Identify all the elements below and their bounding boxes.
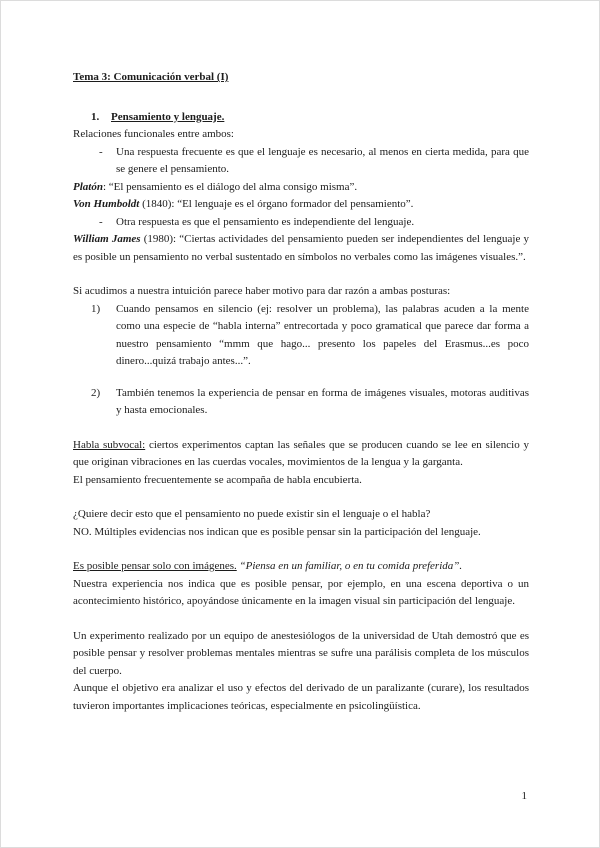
- paragraph-relaciones: Relaciones funcionales entre ambos:: [73, 128, 234, 140]
- page-number: 1: [521, 789, 527, 802]
- paragraph-imagenes: [73, 558, 529, 576]
- paragraph-intuicion: Si acudimos a nuestra intuición parece haber motivo para dar razón a ambas posturas:: [73, 285, 451, 297]
- habla-subvocal-label: Habla subvocal:: [73, 438, 146, 451]
- page-title: Tema 3: Comunicación verbal (I): [73, 71, 229, 83]
- paragraph-habla-subvocal: [73, 437, 529, 472]
- quote-author: William James: [73, 233, 141, 245]
- quote-william-james: [73, 231, 529, 266]
- numbered-marker: 1): [91, 302, 101, 315]
- paragraph-experiencia: Nuestra experiencia nos indica que es posible pensar, por ejemplo, en una escena deportiva o un acontecimiento histórico, apoyándose únicamente en la imagen visual sin participación del lenguaje.: [73, 577, 529, 607]
- paragraph-curare: Aunque el objetivo era analizar el uso y efectos del derivado de un paralizante (curare), los resultados tuvieron importantes implicaciones teóricas, especialmente en psicolingüística.: [73, 682, 529, 712]
- section-number: 1.: [91, 110, 100, 123]
- quote-platon: [73, 179, 529, 197]
- section-heading: [73, 109, 529, 127]
- numbered-text: También tenemos la experiencia de pensar en forma de imágenes visuales, motoras auditivas y hasta emocionales.: [116, 386, 529, 416]
- bullet-item-2: [73, 214, 529, 232]
- quote-author: Von Humboldt: [73, 198, 140, 210]
- quote-text: (1980): “Ciertas actividades del pensamiento pueden ser independientes del lenguaje y es posible un pensamiento no verbal sustentado en símbolos no verbales como las imágenes visuales.”.: [73, 233, 530, 263]
- bullet-marker: -: [99, 145, 103, 158]
- paragraph-question: ¿Quiere decir esto que el pensamiento no puede existir sin el lenguaje o el habla?: [73, 508, 431, 520]
- section-title: Pensamiento y lenguaje.: [111, 110, 225, 123]
- numbered-text: Cuando pensamos en silencio (ej: resolver un problema), las palabras acuden a la mente como una especie de “habla interna” entrecortada y poco gramatical que parece dar forma a nuestro pensamiento “mmm que hago... presento los papeles del Erasmus...es poco dinero...quizá trabajo antes...”.: [116, 302, 529, 367]
- quote-author: Platón: [73, 180, 103, 193]
- quote-von-humboldt: [73, 196, 529, 214]
- imagenes-label: Es posible pensar solo con imágenes.: [73, 560, 237, 572]
- numbered-item-2: [73, 385, 529, 420]
- paragraph-answer: NO. Múltiples evidencias nos indican que es posible pensar sin la participación del lenguaje.: [73, 525, 481, 538]
- numbered-marker: 2): [91, 386, 101, 399]
- paragraph-habla-encubierta: El pensamiento frecuentemente se acompaña de habla encubierta.: [73, 473, 362, 486]
- imagenes-quote: “Piensa en un familiar, o en tu comida preferida”.: [236, 560, 463, 572]
- numbered-item-1: [73, 301, 529, 371]
- bullet-item-1: [73, 144, 529, 179]
- bullet-marker: -: [99, 215, 103, 228]
- bullet-text: Una respuesta frecuente es que el lenguaje es necesario, al menos en cierta medida, para que se genere el pensamiento.: [116, 145, 529, 175]
- quote-text: : “El pensamiento es el diálogo del alma consigo misma”.: [102, 180, 358, 193]
- quote-text: (1840): “El lenguaje es el órgano formador del pensamiento”.: [139, 198, 414, 210]
- bullet-text: Otra respuesta es que el pensamiento es independiente del lenguaje.: [116, 215, 415, 228]
- habla-subvocal-text: ciertos experimentos captan las señales que se producen cuando se lee en silencio y que originan vibraciones en las cuerdas vocales, movimientos de la lengua y la garganta.: [73, 438, 529, 468]
- paragraph-experimento-utah: Un experimento realizado por un equipo de anestesiólogos de la universidad de Utah demostró que es posible pensar y resolver problemas mentales mientras se sufre una parálisis completa de los músculos del cuerpo.: [73, 629, 529, 677]
